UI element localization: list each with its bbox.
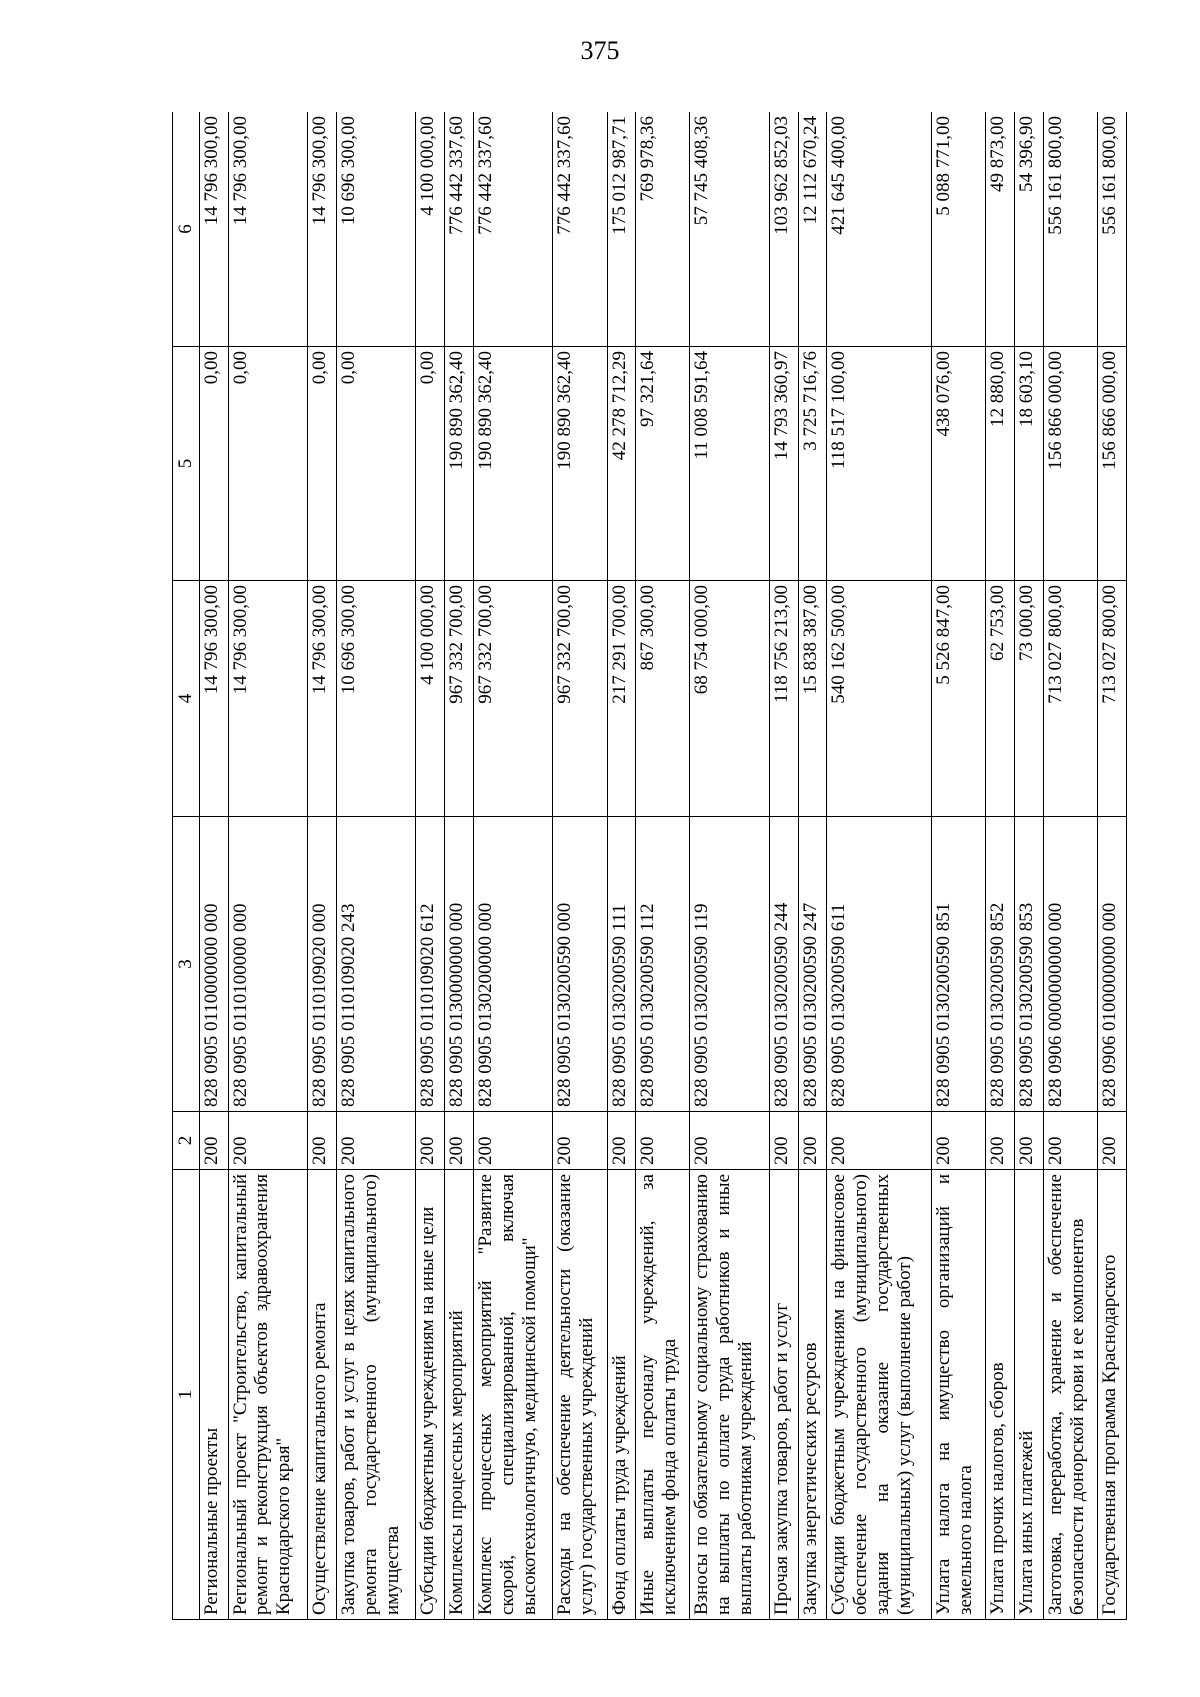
row-code-cell: 200 <box>607 1112 636 1170</box>
row-amount-col4: 967 332 700,00 <box>473 581 552 817</box>
row-code-cell: 200 <box>445 1112 474 1170</box>
header-cell-5: 5 <box>173 347 200 581</box>
row-code-cell: 200 <box>308 1112 337 1170</box>
row-name-cell: Субсидии бюджетным учреждениям на финансовое обеспечение государственного (муниципального) задания на оказание государственных (муниципальных) услуг (выполнение работ) <box>827 1170 932 1620</box>
row-amount-col5: 0,00 <box>336 347 415 581</box>
row-classification-cell: 828 0905 0130200590 244 <box>769 817 798 1112</box>
header-cell-3: 3 <box>173 817 200 1112</box>
row-amount-col4: 713 027 800,00 <box>1043 581 1097 817</box>
row-amount-col6: 776 442 337,60 <box>445 112 474 347</box>
row-name-cell: Иные выплаты персоналу учреждений, за исключением фонда оплаты труда <box>636 1170 690 1620</box>
row-amount-col6: 57 745 408,36 <box>690 112 769 347</box>
header-cell-4: 4 <box>173 581 200 817</box>
row-amount-col5: 0,00 <box>416 347 445 581</box>
row-code-cell: 200 <box>553 1112 607 1170</box>
row-classification-cell: 828 0905 0130200000 000 <box>473 817 552 1112</box>
table-row <box>1015 112 1044 1620</box>
row-code-cell: 200 <box>636 1112 690 1170</box>
row-name-cell: Комплекс процессных мероприятий "Развитие скорой, специализированной, включая высокотехнологичную, медицинской помощи" <box>473 1170 552 1620</box>
table-row <box>336 112 415 1620</box>
row-amount-col5: 42 278 712,29 <box>607 347 636 581</box>
row-amount-col6: 5 088 771,00 <box>932 112 986 347</box>
page-number: 375 <box>580 36 620 65</box>
header-cell-6: 6 <box>173 112 200 347</box>
table-row <box>445 112 474 1620</box>
row-amount-col5: 3 725 716,76 <box>798 347 827 581</box>
table-row <box>553 112 607 1620</box>
row-amount-col6: 103 962 852,03 <box>769 112 798 347</box>
table-row <box>228 112 307 1620</box>
row-amount-col5: 156 866 000,00 <box>1098 347 1127 581</box>
table-row <box>690 112 769 1620</box>
row-classification-cell: 828 0905 0130200590 853 <box>1015 817 1044 1112</box>
header-cell-2: 2 <box>173 1112 200 1170</box>
row-amount-col4: 713 027 800,00 <box>1098 581 1127 817</box>
table-row <box>932 112 986 1620</box>
row-amount-col4: 68 754 000,00 <box>690 581 769 817</box>
row-amount-col5: 0,00 <box>228 347 307 581</box>
row-name-cell: Уплата иных платежей <box>1015 1170 1044 1620</box>
header-cell-1: 1 <box>173 1170 200 1620</box>
row-code-cell: 200 <box>986 1112 1015 1170</box>
row-name-cell: Региональные проекты <box>199 1170 228 1620</box>
row-name-cell: Осуществление капитального ремонта <box>308 1170 337 1620</box>
row-amount-col4: 217 291 700,00 <box>607 581 636 817</box>
row-name-cell: Закупка товаров, работ и услуг в целях капитального ремонта государственного (муниципального) имущества <box>336 1170 415 1620</box>
row-classification-cell: 828 0905 0130200590 611 <box>827 817 932 1112</box>
row-code-cell: 200 <box>1098 1112 1127 1170</box>
row-amount-col6: 14 796 300,00 <box>199 112 228 347</box>
row-name-cell: Комплексы процессных мероприятий <box>445 1170 474 1620</box>
row-amount-col4: 14 796 300,00 <box>228 581 307 817</box>
row-amount-col5: 97 321,64 <box>636 347 690 581</box>
row-name-cell: Государственная программа Краснодарского <box>1098 1170 1127 1620</box>
row-name-cell: Взносы по обязательному социальному страхованию на выплаты по оплате труда работников и иные выплаты работникам учреждений <box>690 1170 769 1620</box>
row-amount-col4: 967 332 700,00 <box>445 581 474 817</box>
rotated-table-frame <box>172 112 1127 1620</box>
rotated-table-container <box>172 112 1127 1620</box>
row-name-cell: Уплата прочих налогов, сборов <box>986 1170 1015 1620</box>
table-row <box>199 112 228 1620</box>
row-amount-col4: 73 000,00 <box>1015 581 1044 817</box>
row-classification-cell: 828 0905 0130200590 852 <box>986 817 1015 1112</box>
row-amount-col4: 118 756 213,00 <box>769 581 798 817</box>
row-classification-cell: 828 0905 0130200590 247 <box>798 817 827 1112</box>
budget-table <box>172 112 1127 1620</box>
row-amount-col5: 190 890 362,40 <box>553 347 607 581</box>
row-amount-col4: 540 162 500,00 <box>827 581 932 817</box>
row-name-cell: Фонд оплаты труда учреждений <box>607 1170 636 1620</box>
row-amount-col5: 0,00 <box>308 347 337 581</box>
row-classification-cell: 828 0905 0110109020 000 <box>308 817 337 1112</box>
row-amount-col4: 10 696 300,00 <box>336 581 415 817</box>
row-amount-col5: 18 603,10 <box>1015 347 1044 581</box>
row-code-cell: 200 <box>199 1112 228 1170</box>
row-amount-col4: 14 796 300,00 <box>308 581 337 817</box>
row-code-cell: 200 <box>827 1112 932 1170</box>
row-amount-col4: 5 526 847,00 <box>932 581 986 817</box>
table-row <box>769 112 798 1620</box>
row-code-cell: 200 <box>1043 1112 1097 1170</box>
row-code-cell: 200 <box>228 1112 307 1170</box>
row-name-cell: Региональный проект "Строительство, капитальный ремонт и реконструкция объектов здравоохранения Краснодарского края" <box>228 1170 307 1620</box>
row-amount-col5: 190 890 362,40 <box>473 347 552 581</box>
row-amount-col6: 175 012 987,71 <box>607 112 636 347</box>
table-row <box>798 112 827 1620</box>
row-amount-col4: 14 796 300,00 <box>199 581 228 817</box>
table-row <box>607 112 636 1620</box>
header-row <box>173 112 200 1620</box>
row-classification-cell: 828 0905 0130200590 000 <box>553 817 607 1112</box>
row-amount-col6: 14 796 300,00 <box>308 112 337 347</box>
row-amount-col6: 49 873,00 <box>986 112 1015 347</box>
row-amount-col4: 15 838 387,00 <box>798 581 827 817</box>
row-code-cell: 200 <box>336 1112 415 1170</box>
row-amount-col6: 4 100 000,00 <box>416 112 445 347</box>
row-amount-col6: 421 645 400,00 <box>827 112 932 347</box>
row-amount-col5: 438 076,00 <box>932 347 986 581</box>
row-code-cell: 200 <box>416 1112 445 1170</box>
table-row <box>473 112 552 1620</box>
row-amount-col5: 11 008 591,64 <box>690 347 769 581</box>
row-amount-col5: 12 880,00 <box>986 347 1015 581</box>
row-amount-col6: 10 696 300,00 <box>336 112 415 347</box>
row-name-cell: Субсидии бюджетным учреждениям на иные цели <box>416 1170 445 1620</box>
row-amount-col6: 776 442 337,60 <box>553 112 607 347</box>
row-amount-col5: 118 517 100,00 <box>827 347 932 581</box>
row-classification-cell: 828 0906 0000000000 000 <box>1043 817 1097 1112</box>
row-classification-cell: 828 0905 0110109020 243 <box>336 817 415 1112</box>
row-amount-col6: 556 161 800,00 <box>1098 112 1127 347</box>
row-amount-col4: 967 332 700,00 <box>553 581 607 817</box>
row-classification-cell: 828 0905 0110100000 000 <box>228 817 307 1112</box>
row-amount-col6: 556 161 800,00 <box>1043 112 1097 347</box>
table-row <box>986 112 1015 1620</box>
table-row <box>308 112 337 1620</box>
row-classification-cell: 828 0906 0100000000 000 <box>1098 817 1127 1112</box>
row-name-cell: Заготовка, переработка, хранение и обеспечение безопасности донорской крови и ее компонентов <box>1043 1170 1097 1620</box>
row-name-cell: Закупка энергетических ресурсов <box>798 1170 827 1620</box>
row-amount-col4: 867 300,00 <box>636 581 690 817</box>
row-code-cell: 200 <box>473 1112 552 1170</box>
row-amount-col6: 769 978,36 <box>636 112 690 347</box>
row-amount-col6: 54 396,90 <box>1015 112 1044 347</box>
row-code-cell: 200 <box>798 1112 827 1170</box>
row-classification-cell: 828 0905 0110000000 000 <box>199 817 228 1112</box>
row-classification-cell: 828 0905 0130200590 851 <box>932 817 986 1112</box>
table-row <box>416 112 445 1620</box>
row-amount-col4: 62 753,00 <box>986 581 1015 817</box>
row-amount-col5: 156 866 000,00 <box>1043 347 1097 581</box>
row-classification-cell: 828 0905 0130000000 000 <box>445 817 474 1112</box>
row-amount-col6: 12 112 670,24 <box>798 112 827 347</box>
row-name-cell: Расходы на обеспечение деятельности (оказание услуг) государственных учреждений <box>553 1170 607 1620</box>
row-name-cell: Прочая закупка товаров, работ и услуг <box>769 1170 798 1620</box>
row-amount-col4: 4 100 000,00 <box>416 581 445 817</box>
table-row <box>1043 112 1097 1620</box>
row-code-cell: 200 <box>1015 1112 1044 1170</box>
row-classification-cell: 828 0905 0130200590 112 <box>636 817 690 1112</box>
table-row <box>1098 112 1127 1620</box>
row-amount-col6: 14 796 300,00 <box>228 112 307 347</box>
row-amount-col5: 0,00 <box>199 347 228 581</box>
row-code-cell: 200 <box>769 1112 798 1170</box>
row-amount-col6: 776 442 337,60 <box>473 112 552 347</box>
row-classification-cell: 828 0905 0110109020 612 <box>416 817 445 1112</box>
row-code-cell: 200 <box>932 1112 986 1170</box>
row-amount-col5: 14 793 360,97 <box>769 347 798 581</box>
row-amount-col5: 190 890 362,40 <box>445 347 474 581</box>
row-name-cell: Уплата налога на имущество организаций и земельного налога <box>932 1170 986 1620</box>
row-code-cell: 200 <box>690 1112 769 1170</box>
table-row <box>827 112 932 1620</box>
table-row <box>636 112 690 1620</box>
row-classification-cell: 828 0905 0130200590 119 <box>690 817 769 1112</box>
row-classification-cell: 828 0905 0130200590 111 <box>607 817 636 1112</box>
